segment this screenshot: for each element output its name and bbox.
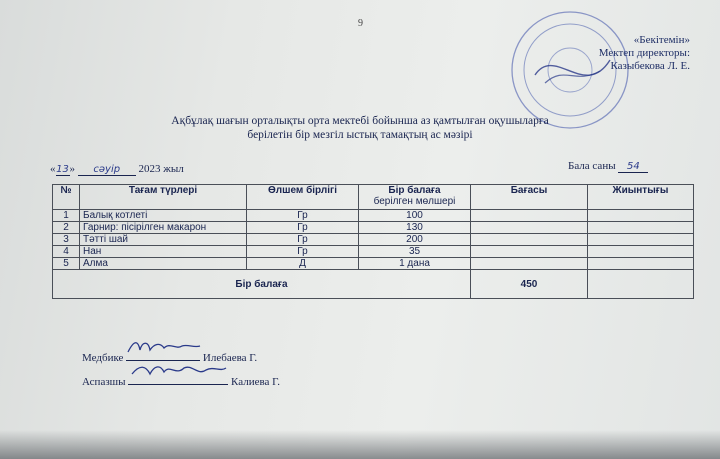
- signature-role: Медбике: [82, 352, 124, 364]
- signature-name: Илебаева Г.: [202, 352, 258, 364]
- children-label: Бала саны: [568, 160, 616, 172]
- date-month: сәуір: [78, 164, 136, 176]
- table-header-row: [53, 185, 694, 210]
- title-line-1: Ақбұлақ шағын орталықты орта мектебі бойынша аз қамтылған оқушыларға: [171, 115, 549, 127]
- approval-line: «Бекітемін»: [633, 34, 690, 46]
- total-empty-cell: [588, 270, 694, 299]
- document-title: [60, 114, 660, 142]
- col-header-amount-line2: берілген мөлшері: [373, 196, 456, 207]
- approval-line: Казыбекова Л. Е.: [610, 60, 690, 72]
- cell-amount: 1 дана: [359, 258, 471, 270]
- total-label: Бір балаға: [53, 270, 471, 299]
- menu-table: [52, 184, 694, 299]
- cell-amount: 35: [359, 246, 471, 258]
- cell-dish: Нан: [80, 246, 247, 258]
- page-number: 9: [358, 18, 363, 29]
- children-count: [568, 160, 648, 173]
- cell-total: [588, 234, 694, 246]
- cell-no: 5: [53, 258, 80, 270]
- cell-no: 4: [53, 246, 80, 258]
- table-row: [53, 234, 694, 246]
- total-value: 450: [471, 270, 588, 299]
- cell-unit: Гр: [247, 222, 359, 234]
- date-day: 13: [56, 164, 69, 175]
- approval-line: Мектеп директоры:: [598, 47, 690, 59]
- cell-total: [588, 210, 694, 222]
- handwritten-signature: [124, 336, 204, 358]
- signature-cook: [82, 370, 280, 394]
- cell-amount: 200: [359, 234, 471, 246]
- cell-price: [471, 258, 588, 270]
- title-line-2: берілетін бір мезгіл ыстық тамақтың ас мәзірі: [247, 129, 473, 141]
- cell-price: [471, 234, 588, 246]
- handwritten-signature: [126, 360, 230, 382]
- date-open-quote: «: [50, 163, 56, 175]
- cell-amount: 100: [359, 210, 471, 222]
- col-header-dish: Тағам түрлері: [80, 185, 247, 210]
- table-row: [53, 246, 694, 258]
- signature-role: Аспазшы: [82, 376, 126, 388]
- cell-no: 3: [53, 234, 80, 246]
- date-line: [50, 163, 184, 176]
- approval-block: [540, 34, 690, 73]
- col-header-price: Бағасы: [471, 185, 588, 210]
- col-header-no: №: [53, 185, 80, 210]
- children-value: 54: [618, 161, 648, 173]
- col-header-amount: [359, 185, 471, 210]
- col-header-total: Жиынтығы: [588, 185, 694, 210]
- table-row: [53, 210, 694, 222]
- cell-total: [588, 222, 694, 234]
- cell-no: 1: [53, 210, 80, 222]
- table-row: [53, 258, 694, 270]
- cell-unit: Гр: [247, 210, 359, 222]
- cell-unit: Гр: [247, 234, 359, 246]
- col-header-unit: Өлшем бірлігі: [247, 185, 359, 210]
- signature-line: [128, 372, 228, 385]
- table-total-row: [53, 270, 694, 299]
- cell-no: 2: [53, 222, 80, 234]
- date-close-quote: »: [69, 163, 75, 175]
- col-header-amount-line1: Бір балаға: [388, 185, 441, 196]
- cell-dish: Гарнир: пісірілген макарон: [80, 222, 247, 234]
- cell-price: [471, 246, 588, 258]
- page-shadow: [0, 430, 720, 459]
- cell-amount: 130: [359, 222, 471, 234]
- cell-total: [588, 246, 694, 258]
- cell-dish: Тәтті шай: [80, 234, 247, 246]
- cell-total: [588, 258, 694, 270]
- cell-dish: Алма: [80, 258, 247, 270]
- cell-price: [471, 222, 588, 234]
- table-row: [53, 222, 694, 234]
- cell-unit: Д: [247, 258, 359, 270]
- cell-dish: Балық котлеті: [80, 210, 247, 222]
- cell-unit: Гр: [247, 246, 359, 258]
- signatures-block: [82, 346, 280, 394]
- signature-name: Калиева Г.: [231, 376, 281, 388]
- cell-price: [471, 210, 588, 222]
- date-year: 2023 жыл: [138, 163, 184, 175]
